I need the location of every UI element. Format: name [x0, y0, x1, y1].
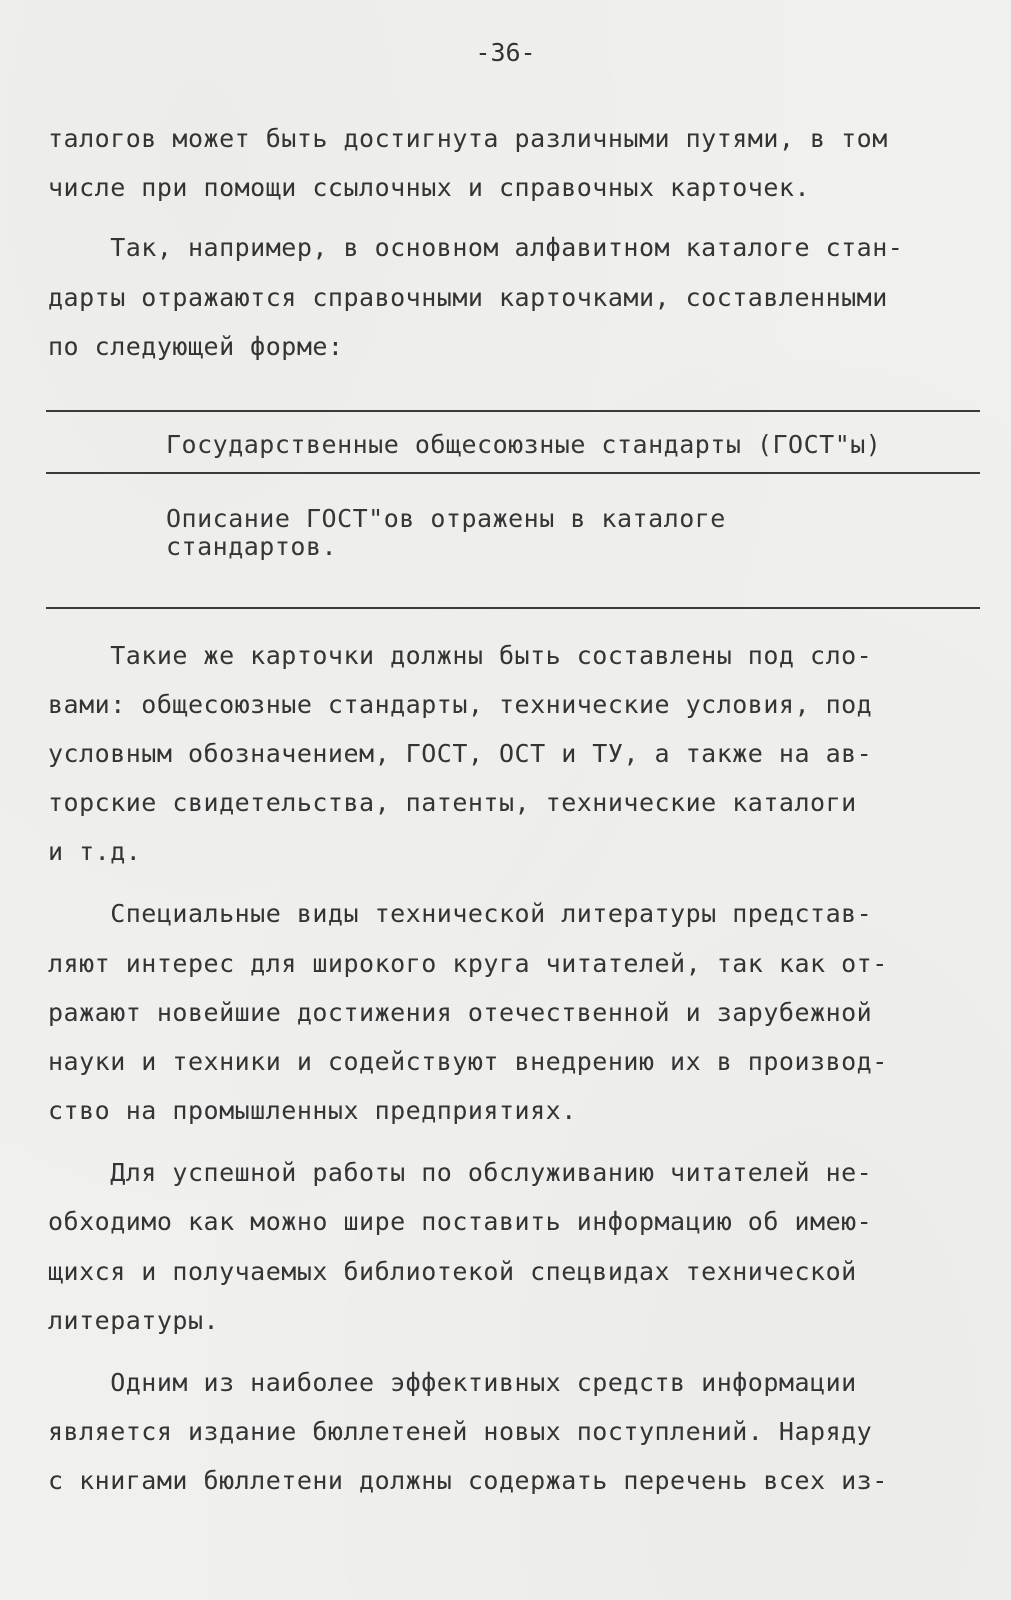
paragraph-4-line-1: Специальные виды технической литературы представ-: [48, 899, 873, 928]
card-heading: Государственные общесоюзные стандарты (ГОСТ"ы): [166, 430, 882, 459]
paragraph-2-line-1: Так, например, в основном алфавитном каталоге стан-: [48, 233, 904, 262]
paragraph-3-line-2: вами: общесоюзные стандарты, технические условия, под: [48, 690, 873, 719]
paragraph-2-line-3: по следующей форме:: [48, 332, 344, 361]
paragraph-6-line-3: с книгами бюллетени должны содержать перечень всех из-: [48, 1466, 888, 1495]
paragraph-4-line-3: ражают новейшие достижения отечественной и зарубежной: [48, 998, 873, 1027]
card-top-rule: [46, 410, 980, 412]
paragraph-5-line-2: обходимо как можно шире поставить информацию об имею-: [48, 1207, 873, 1236]
paragraph-1-line-1: талогов может быть достигнута различными путями, в том: [48, 124, 888, 153]
paragraph-5-line-1: Для успешной работы по обслуживанию читателей не-: [48, 1158, 873, 1187]
paragraph-6-line-2: является издание бюллетеней новых поступлений. Наряду: [48, 1417, 873, 1446]
paragraph-3-line-4: торские свидетельства, патенты, технические каталоги: [48, 788, 857, 817]
page-number: -36-: [475, 38, 536, 67]
paragraph-2-line-2: дарты отражаются справочными карточками, составленными: [48, 283, 888, 312]
paragraph-3-line-5: и т.д.: [48, 837, 142, 866]
card-middle-rule: [46, 472, 980, 474]
paragraph-1-line-2: числе при помощи ссылочных и справочных карточек.: [48, 173, 811, 202]
paragraph-3-line-3: условным обозначением, ГОСТ, ОСТ и ТУ, а также на ав-: [48, 739, 873, 768]
paragraph-3-line-1: Такие же карточки должны быть составлены под сло-: [48, 641, 873, 670]
card-body-line-2: стандартов.: [166, 532, 338, 561]
paragraph-6-line-1: Одним из наиболее эффективных средств информации: [48, 1368, 857, 1397]
paragraph-5-line-4: литературы.: [48, 1306, 220, 1335]
paragraph-4-line-5: ство на промышленных предприятиях.: [48, 1096, 577, 1125]
paragraph-4-line-2: ляют интерес для широкого круга читателей, так как от-: [48, 949, 888, 978]
paragraph-5-line-3: щихся и получаемых библиотекой спецвидах технической: [48, 1257, 857, 1286]
card-body-line-1: Описание ГОСТ"ов отражены в каталоге: [166, 504, 726, 533]
paragraph-4-line-4: науки и техники и содействуют внедрению их в производ-: [48, 1047, 888, 1076]
card-bottom-rule: [46, 607, 980, 609]
